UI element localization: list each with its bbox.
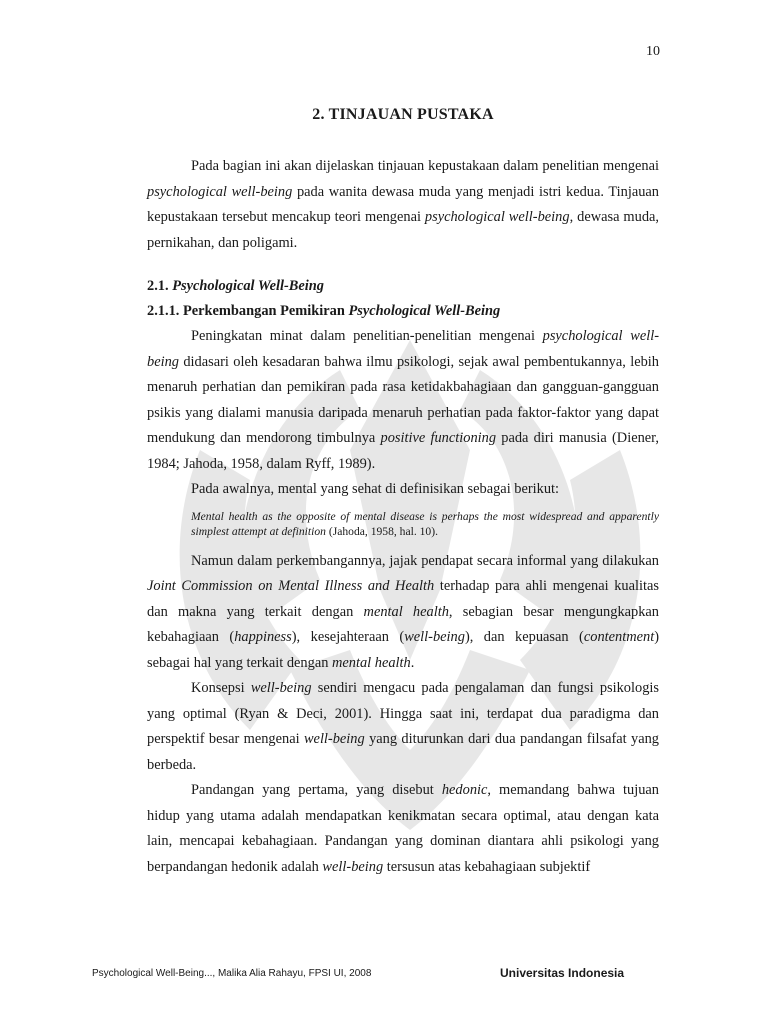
italic-term: psychological well-being bbox=[147, 183, 293, 200]
text: . bbox=[410, 654, 415, 671]
page-number: 10 bbox=[646, 44, 660, 59]
footer-citation: Psychological Well-Being..., Malika Alia Rahayu, FPSI UI, 2008 bbox=[92, 968, 372, 979]
text: Peningkatan minat dalam penelitian-penelitian mengenai bbox=[191, 328, 543, 344]
italic-term: happiness bbox=[234, 629, 292, 645]
intro-paragraph bbox=[147, 154, 659, 256]
body-text bbox=[147, 154, 659, 880]
text: pada wanita dewasa muda yang menjadi istri kedua. Tinjauan kepustakaan tersebut mencakup teori mengenai bbox=[147, 183, 659, 225]
italic-term: mental health bbox=[363, 603, 449, 620]
text: , dewasa muda, pernikahan, dan poligami. bbox=[147, 209, 659, 251]
section-heading-2-1-1 bbox=[147, 299, 659, 324]
spacer bbox=[147, 256, 659, 274]
footer-university: Universitas Indonesia bbox=[500, 966, 625, 980]
quote-text: Mental health as the opposite of mental disease is perhaps the most widespread and apparently simplest attempt at definition bbox=[191, 509, 659, 538]
heading-title: Psychological Well-Being bbox=[348, 303, 501, 319]
paragraph-5 bbox=[147, 778, 659, 880]
italic-term: well-being bbox=[303, 731, 365, 747]
text: Pandangan yang pertama, yang disebut bbox=[191, 782, 442, 798]
text: ), kesejahteraan ( bbox=[291, 629, 405, 645]
italic-term: well-being bbox=[322, 858, 384, 875]
text: ) sebagai hal yang terkait dengan bbox=[147, 629, 659, 671]
italic-term: contentment bbox=[583, 629, 655, 645]
text: didasari oleh kesadaran bahwa ilmu psikologi, sejak awal pembentukannya, lebih menaruh perhatian dan pemikiran pada rasa ketidakbahagiaan dan gangguan-gangguan psikis yang dialami manusia daripada menaruh perhatian pada faktor-faktor yang dapat mendukung dan mendorong timbulnya bbox=[147, 353, 659, 446]
italic-term: psychological well-being bbox=[424, 209, 570, 225]
text: tersusun atas kebahagiaan subjektif bbox=[383, 858, 591, 875]
section-heading-2-1 bbox=[147, 274, 659, 299]
paragraph-3 bbox=[147, 549, 659, 677]
italic-term: well-being bbox=[250, 680, 312, 696]
text: Konsepsi bbox=[191, 680, 251, 696]
heading-title: Psychological Well-Being bbox=[172, 278, 324, 294]
text: ), dan kepuasan ( bbox=[464, 629, 584, 645]
paragraph-1 bbox=[147, 324, 659, 477]
italic-term: positive functioning bbox=[380, 430, 497, 446]
text: , sebagian besar mengungkapkan kebahagiaan ( bbox=[147, 603, 659, 645]
paragraph-2: Pada awalnya, mental yang sehat di definisikan sebagai berikut: bbox=[191, 481, 560, 497]
italic-term: mental health bbox=[332, 654, 411, 671]
text: Pada bagian ini akan dijelaskan tinjauan kepustakaan dalam penelitian mengenai bbox=[191, 158, 659, 174]
block-quote bbox=[191, 509, 659, 539]
text: , memandang bahwa tujuan hidup yang utama adalah mendapatkan kenikmatan secara optimal, atau dengan kata lain, mencapai kebahagiaan. Pandangan yang dominan diantara ahli psikologi yang berpandangan hedonik adalah bbox=[147, 782, 660, 875]
text: sendiri mengacu pada pengalaman dan fungsi psikologis yang optimal (Ryan & Deci, 2001). Hingga saat ini, terdapat dua paradigma dan perspektif besar mengenai bbox=[147, 680, 659, 747]
text: yang diturunkan dari dua pandangan filsafat yang berbeda. bbox=[147, 731, 660, 773]
italic-term: hedonic bbox=[441, 782, 488, 798]
paragraph-4 bbox=[147, 676, 659, 778]
italic-term: well-being bbox=[404, 629, 465, 645]
text: terhadap para ahli mengenai kualitas dan makna yang terkait dengan bbox=[147, 578, 659, 620]
chapter-title: 2. TINJAUAN PUSTAKA bbox=[312, 106, 494, 123]
text: pada diri manusia (Diener, 1984; Jahoda, 1958, dalam Ryff, 1989). bbox=[147, 430, 659, 472]
italic-term: psychological well-being bbox=[147, 328, 659, 370]
heading-number: 2.1. bbox=[147, 278, 173, 294]
text: Namun dalam perkembangannya, jajak pendapat secara informal yang dilakukan bbox=[191, 552, 659, 569]
quote-citation: (Jahoda, 1958, hal. 10). bbox=[325, 524, 438, 538]
italic-term: Joint Commission on Mental Illness and Health bbox=[147, 578, 435, 594]
heading-number: 2.1.1. Perkembangan Pemikiran bbox=[147, 303, 349, 319]
